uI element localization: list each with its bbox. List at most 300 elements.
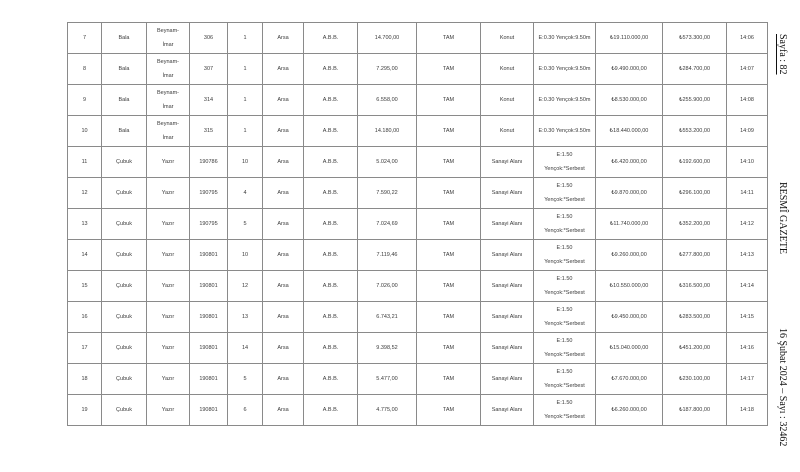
cell-text: 315	[203, 128, 214, 134]
table-cell	[147, 178, 190, 209]
cell-text: E:1.50	[556, 245, 573, 251]
table-cell	[481, 116, 534, 147]
table-cell	[596, 54, 663, 85]
cell-text: Yençok:*Serbest	[544, 383, 585, 389]
table-cell	[304, 85, 358, 116]
cell-text: 190795	[199, 221, 218, 227]
cell-text: ₺15.040.000,00	[609, 345, 649, 351]
table-cell	[417, 333, 481, 364]
cell-text: ₺573.300,00	[678, 35, 711, 41]
table-cell	[417, 240, 481, 271]
table-cell	[304, 209, 358, 240]
cell-text: A.B.B.	[322, 376, 339, 382]
cell-text: 306	[203, 35, 214, 41]
cell-text: 14.180,00	[374, 128, 400, 134]
table-cell	[147, 395, 190, 426]
cell-text: 190801	[199, 283, 218, 289]
cell-text: Yazır	[161, 221, 175, 227]
cell-text: ₺192.600,00	[678, 159, 711, 165]
table-cell	[481, 209, 534, 240]
table-cell	[304, 147, 358, 178]
cell-text: Yençok:*Serbest	[544, 259, 585, 265]
table-cell	[663, 23, 727, 54]
table-cell	[304, 178, 358, 209]
table-cell	[481, 147, 534, 178]
cell-text: ₺352.200,00	[678, 221, 711, 227]
cell-text: Arsa	[277, 314, 289, 320]
cell-text: TAM	[442, 283, 455, 289]
table-cell	[534, 240, 596, 271]
cell-text: 1	[243, 97, 247, 103]
table-cell	[147, 209, 190, 240]
table-cell	[358, 116, 417, 147]
cell-text: E:1.50	[556, 276, 573, 282]
cell-text: E:0.30 Yençok:9.50m	[538, 35, 591, 41]
table-cell	[596, 23, 663, 54]
table-cell	[727, 178, 768, 209]
table-cell	[190, 302, 228, 333]
table-cell	[228, 54, 263, 85]
table-cell	[263, 147, 304, 178]
table-cell	[190, 147, 228, 178]
table-cell	[102, 23, 147, 54]
table-cell	[263, 302, 304, 333]
cell-text: Arsa	[277, 221, 289, 227]
cell-text: ₺9.490.000,00	[611, 66, 647, 72]
table-cell	[263, 333, 304, 364]
cell-text: Çubuk	[116, 407, 132, 413]
table-cell	[68, 240, 102, 271]
table-cell	[147, 271, 190, 302]
cell-text: 10	[241, 252, 249, 258]
cell-text: 190795	[199, 190, 218, 196]
table-row	[68, 395, 768, 426]
table-cell	[190, 23, 228, 54]
table-cell	[190, 395, 228, 426]
cell-text: Çubuk	[116, 376, 132, 382]
table-cell	[263, 364, 304, 395]
cell-text: 1	[243, 128, 247, 134]
cell-text: 14:08	[740, 97, 754, 103]
cell-text: E:0.30 Yençok:9.50m	[538, 128, 591, 134]
cell-text: İmar	[162, 104, 174, 110]
table-cell	[727, 85, 768, 116]
cell-text: Sanayi Alanı	[491, 345, 523, 351]
table-cell	[727, 364, 768, 395]
table-cell	[147, 302, 190, 333]
cell-text: 190801	[199, 407, 218, 413]
table-cell	[534, 364, 596, 395]
cell-text: 13	[241, 314, 249, 320]
cell-text: 14:18	[740, 407, 754, 413]
table-cell	[358, 23, 417, 54]
cell-text: A.B.B.	[322, 190, 339, 196]
table-cell	[481, 333, 534, 364]
table-cell	[663, 333, 727, 364]
table-cell	[663, 302, 727, 333]
cell-text: ₺9.870.000,00	[611, 190, 647, 196]
cell-text: 8	[82, 66, 87, 72]
cell-text: 14:14	[740, 283, 754, 289]
cell-text: ₺296.100,00	[678, 190, 711, 196]
table-cell	[596, 271, 663, 302]
table-cell	[263, 395, 304, 426]
table-cell	[417, 147, 481, 178]
table-cell	[102, 116, 147, 147]
table-cell	[358, 333, 417, 364]
cell-text: Konut	[499, 97, 515, 103]
cell-text: TAM	[442, 221, 455, 227]
cell-text: Yençok:*Serbest	[544, 290, 585, 296]
table-cell	[663, 147, 727, 178]
cell-text: ₺9.450.000,00	[611, 314, 647, 320]
table-cell	[534, 116, 596, 147]
cell-text: TAM	[442, 376, 455, 382]
cell-text: Arsa	[277, 97, 289, 103]
cell-text: Sanayi Alanı	[491, 159, 523, 165]
table-cell	[596, 395, 663, 426]
table-cell	[68, 271, 102, 302]
cell-text: Yençok:*Serbest	[544, 166, 585, 172]
cell-text: ₺10.550.000,00	[609, 283, 649, 289]
table-cell	[228, 178, 263, 209]
cell-text: E:0.30 Yençok:9.50m	[538, 97, 591, 103]
cell-text: ₺11.740.000,00	[609, 221, 649, 227]
cell-text: Çubuk	[116, 252, 132, 258]
table-cell	[727, 147, 768, 178]
cell-text: 6.743,21	[376, 314, 398, 320]
table-cell	[596, 333, 663, 364]
table-row	[68, 364, 768, 395]
table-cell	[263, 271, 304, 302]
table-cell	[228, 23, 263, 54]
cell-text: ₺283.500,00	[678, 314, 711, 320]
cell-text: Arsa	[277, 252, 289, 258]
cell-text: Sanayi Alanı	[491, 221, 523, 227]
table-cell	[68, 395, 102, 426]
table-cell	[228, 85, 263, 116]
cell-text: 7.119,46	[376, 252, 398, 258]
cell-text: E:1.50	[556, 338, 573, 344]
table-cell	[358, 240, 417, 271]
cell-text: Konut	[499, 66, 515, 72]
table-cell	[263, 23, 304, 54]
table-cell	[534, 302, 596, 333]
cell-text: ₺187.800,00	[678, 407, 711, 413]
table-cell	[102, 240, 147, 271]
cell-text: 14	[241, 345, 249, 351]
table-row	[68, 23, 768, 54]
table-cell	[304, 364, 358, 395]
cell-text: Sanayi Alanı	[491, 283, 523, 289]
cell-text: A.B.B.	[322, 35, 339, 41]
cell-text: Arsa	[277, 283, 289, 289]
table-row	[68, 302, 768, 333]
table-cell	[304, 23, 358, 54]
cell-text: E:1.50	[556, 400, 573, 406]
cell-text: A.B.B.	[322, 314, 339, 320]
cell-text: Çubuk	[116, 345, 132, 351]
cell-text: Beynam-	[156, 90, 179, 96]
table-cell	[727, 240, 768, 271]
cell-text: 10	[241, 159, 249, 165]
table-cell	[190, 333, 228, 364]
cell-text: Yazır	[161, 407, 175, 413]
table-cell	[147, 116, 190, 147]
table-cell	[534, 85, 596, 116]
table-cell	[102, 271, 147, 302]
table-cell	[417, 85, 481, 116]
cell-text: Beynam-	[156, 121, 179, 127]
cell-text: Yazır	[161, 190, 175, 196]
table-cell	[727, 23, 768, 54]
cell-text: A.B.B.	[322, 407, 339, 413]
cell-text: 15	[81, 283, 88, 289]
table-cell	[534, 147, 596, 178]
cell-text: Çubuk	[116, 314, 132, 320]
table-cell	[534, 54, 596, 85]
cell-text: ₺19.110.000,00	[609, 35, 649, 41]
table-cell	[228, 147, 263, 178]
table-cell	[417, 271, 481, 302]
cell-text: A.B.B.	[322, 221, 339, 227]
cell-text: İmar	[162, 73, 174, 79]
table-row	[68, 178, 768, 209]
cell-text: Bala	[118, 66, 130, 72]
table-cell	[190, 240, 228, 271]
cell-text: Arsa	[277, 128, 289, 134]
cell-text: 14:17	[740, 376, 754, 382]
table-cell	[481, 85, 534, 116]
cell-text: A.B.B.	[322, 283, 339, 289]
cell-text: 19	[81, 407, 88, 413]
table-cell	[68, 209, 102, 240]
table-cell	[596, 364, 663, 395]
cell-text: Yazır	[161, 159, 175, 165]
cell-text: 16	[81, 314, 88, 320]
table-cell	[68, 54, 102, 85]
table-cell	[358, 178, 417, 209]
cell-text: 6	[243, 407, 247, 413]
table-cell	[727, 333, 768, 364]
cell-text: A.B.B.	[322, 66, 339, 72]
table-cell	[263, 54, 304, 85]
cell-text: ₺230.100,00	[678, 376, 711, 382]
cell-text: Yençok:*Serbest	[544, 197, 585, 203]
cell-text: 307	[203, 66, 214, 72]
cell-text: 5.477,00	[376, 376, 398, 382]
cell-text: İmar	[162, 135, 174, 141]
table-cell	[663, 240, 727, 271]
auction-table	[67, 22, 768, 426]
cell-text: Yazır	[161, 376, 175, 382]
table-cell	[596, 178, 663, 209]
cell-text: 14:06	[740, 35, 754, 41]
cell-text: ₺284.700,00	[678, 66, 711, 72]
cell-text: 1	[243, 35, 247, 41]
cell-text: Yençok:*Serbest	[544, 414, 585, 420]
cell-text: 14	[81, 252, 88, 258]
table-cell	[417, 209, 481, 240]
cell-text: Sanayi Alanı	[491, 407, 523, 413]
cell-text: ₺9.260.000,00	[611, 252, 647, 258]
cell-text: 190801	[199, 345, 218, 351]
cell-text: E:1.50	[556, 307, 573, 313]
table-cell	[534, 333, 596, 364]
table-cell	[663, 54, 727, 85]
table-cell	[228, 364, 263, 395]
cell-text: Çubuk	[116, 283, 132, 289]
table-row	[68, 271, 768, 302]
table-cell	[228, 302, 263, 333]
cell-text: 18	[81, 376, 88, 382]
cell-text: Yençok:*Serbest	[544, 228, 585, 234]
cell-text: Yazır	[161, 283, 175, 289]
table-cell	[228, 116, 263, 147]
cell-text: 7.026,00	[376, 283, 398, 289]
cell-text: Yazır	[161, 314, 175, 320]
cell-text: TAM	[442, 159, 455, 165]
table-row	[68, 85, 768, 116]
table-cell	[481, 240, 534, 271]
table-cell	[147, 85, 190, 116]
cell-text: E:0.30 Yençok:9.50m	[538, 66, 591, 72]
table-cell	[68, 147, 102, 178]
cell-text: 6.558,00	[376, 97, 398, 103]
cell-text: Arsa	[277, 190, 289, 196]
cell-text: 190801	[199, 376, 218, 382]
cell-text: Yazır	[161, 345, 175, 351]
table-cell	[147, 54, 190, 85]
cell-text: Konut	[499, 128, 515, 134]
page-number: Sayfa : 82	[777, 34, 788, 75]
table-cell	[147, 147, 190, 178]
table-cell	[190, 85, 228, 116]
table-cell	[596, 209, 663, 240]
table-cell	[147, 364, 190, 395]
table-cell	[102, 333, 147, 364]
table-cell	[596, 302, 663, 333]
cell-text: ₺451.200,00	[678, 345, 711, 351]
table-cell	[263, 209, 304, 240]
table-cell	[663, 116, 727, 147]
cell-text: TAM	[442, 345, 455, 351]
table-cell	[534, 178, 596, 209]
issue-date: 16 Şubat 2024 – Sayı : 32462	[777, 328, 788, 447]
table-cell	[358, 364, 417, 395]
cell-text: A.B.B.	[322, 97, 339, 103]
cell-text: 190786	[199, 159, 218, 165]
cell-text: 14.700,00	[374, 35, 400, 41]
cell-text: ₺6.260.000,00	[611, 407, 647, 413]
cell-text: Çubuk	[116, 221, 132, 227]
cell-text: Arsa	[277, 159, 289, 165]
table-cell	[663, 209, 727, 240]
table-cell	[481, 364, 534, 395]
table-cell	[534, 395, 596, 426]
table-cell	[102, 209, 147, 240]
table-cell	[68, 302, 102, 333]
cell-text: 17	[81, 345, 88, 351]
table-cell	[228, 271, 263, 302]
table-cell	[358, 271, 417, 302]
cell-text: ₺6.420.000,00	[611, 159, 647, 165]
cell-text: 7.590,22	[376, 190, 398, 196]
table-cell	[727, 116, 768, 147]
cell-text: 12	[241, 283, 249, 289]
cell-text: Çubuk	[116, 159, 132, 165]
table-row	[68, 54, 768, 85]
cell-text: 1	[243, 66, 247, 72]
table-cell	[358, 54, 417, 85]
table-cell	[263, 116, 304, 147]
table-cell	[663, 364, 727, 395]
table-cell	[663, 178, 727, 209]
table-cell	[417, 23, 481, 54]
cell-text: 7.024,69	[376, 221, 398, 227]
cell-text: 9	[82, 97, 87, 103]
table-cell	[102, 395, 147, 426]
table-cell	[68, 333, 102, 364]
cell-text: TAM	[442, 407, 455, 413]
cell-text: 5	[243, 221, 247, 227]
cell-text: 5	[243, 376, 247, 382]
cell-text: ₺553.200,00	[678, 128, 711, 134]
cell-text: Sanayi Alanı	[491, 376, 523, 382]
cell-text: E:1.50	[556, 152, 573, 158]
table-cell	[727, 209, 768, 240]
table-cell	[190, 178, 228, 209]
table-cell	[727, 302, 768, 333]
cell-text: Çubuk	[116, 190, 132, 196]
table-cell	[417, 178, 481, 209]
table-cell	[228, 209, 263, 240]
table-cell	[228, 240, 263, 271]
cell-text: ₺8.530.000,00	[611, 97, 647, 103]
table-cell	[102, 85, 147, 116]
table-cell	[663, 85, 727, 116]
table-cell	[534, 209, 596, 240]
table-cell	[534, 23, 596, 54]
table-cell	[228, 333, 263, 364]
table-cell	[147, 333, 190, 364]
cell-text: 4.775,00	[376, 407, 398, 413]
cell-text: TAM	[442, 66, 455, 72]
table-cell	[304, 240, 358, 271]
table-cell	[358, 147, 417, 178]
cell-text: 10	[81, 128, 88, 134]
table-cell	[68, 178, 102, 209]
table-cell	[727, 54, 768, 85]
cell-text: Arsa	[277, 66, 289, 72]
cell-text: Arsa	[277, 35, 289, 41]
cell-text: Arsa	[277, 345, 289, 351]
cell-text: TAM	[442, 252, 455, 258]
table-cell	[228, 395, 263, 426]
cell-text: Yençok:*Serbest	[544, 352, 585, 358]
cell-text: İmar	[162, 42, 174, 48]
cell-text: E:1.50	[556, 214, 573, 220]
cell-text: 14:11	[740, 190, 754, 196]
cell-text: Bala	[118, 128, 130, 134]
table-cell	[534, 271, 596, 302]
cell-text: 14:09	[740, 128, 754, 134]
table-cell	[417, 54, 481, 85]
table-row	[68, 116, 768, 147]
cell-text: 5.024,00	[376, 159, 398, 165]
cell-text: 190801	[199, 252, 218, 258]
table-cell	[596, 85, 663, 116]
